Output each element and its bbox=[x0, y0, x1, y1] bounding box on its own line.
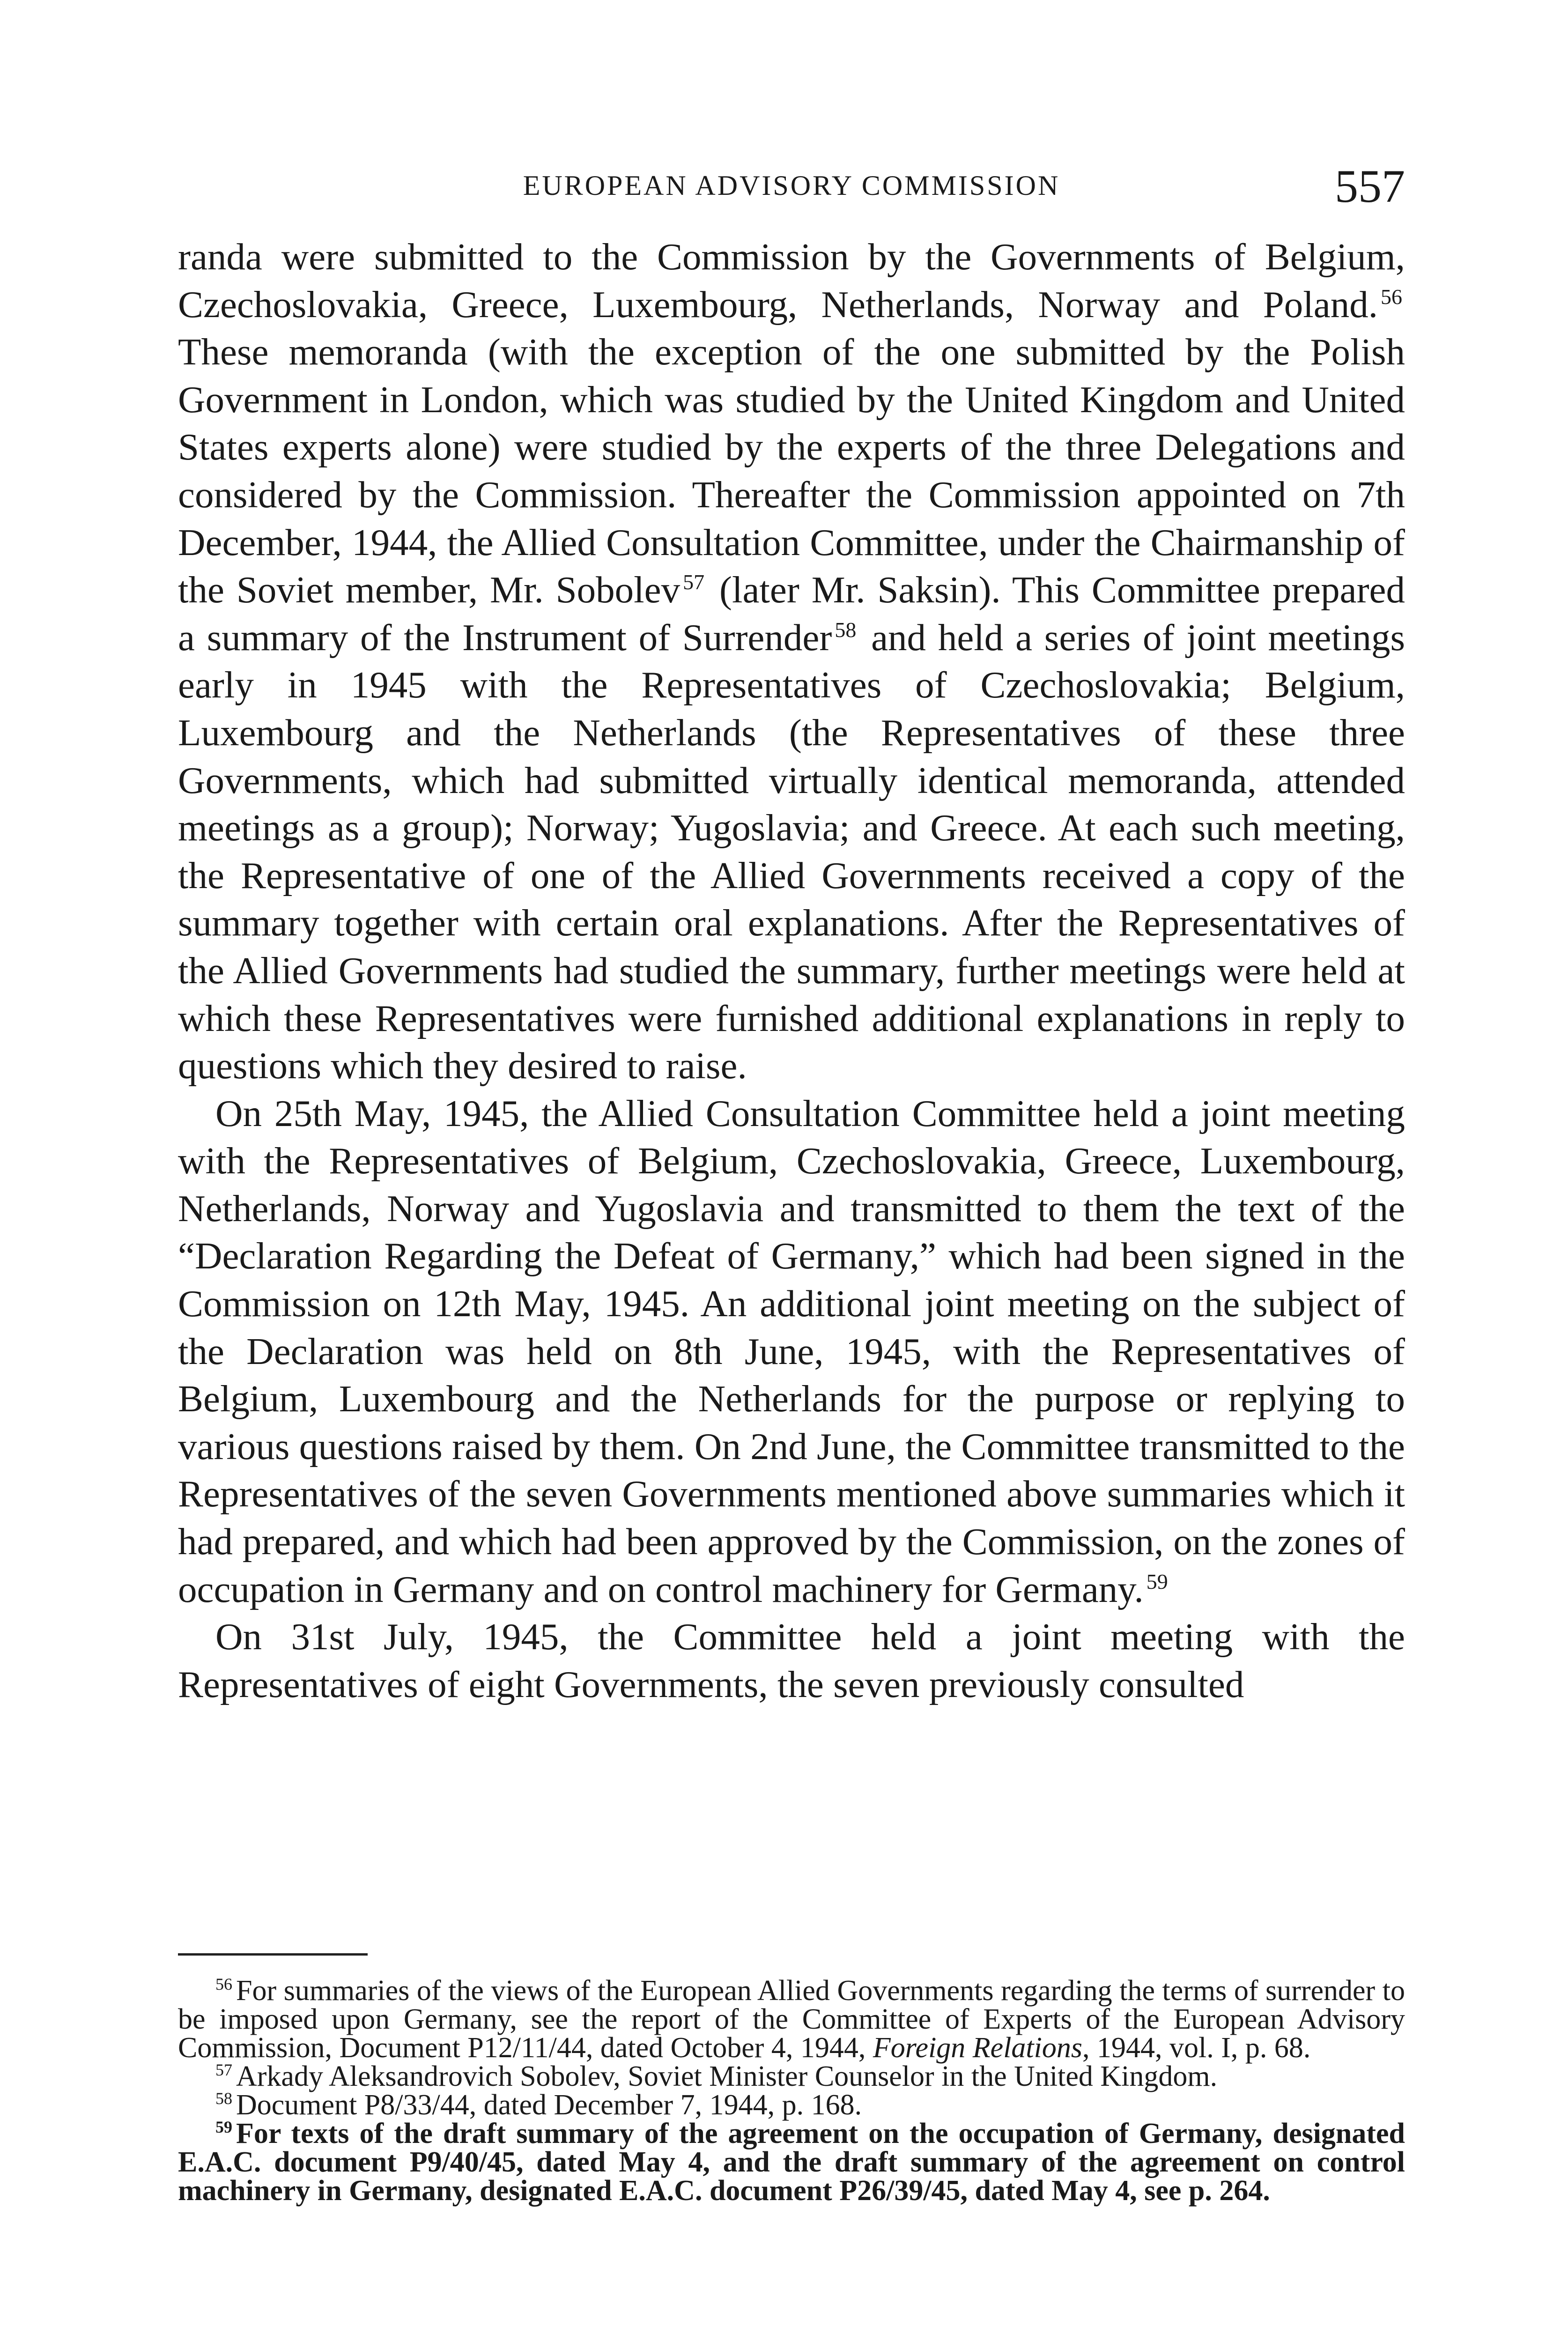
footnote-ref-56[interactable]: 56 bbox=[1381, 284, 1402, 309]
footnote-56-text-a: For summaries of the views of the European Allied Governments regarding the terms of surrender to be imposed upon Germany, see the report of the Committee of Experts of the European Advisory Commission, Document P12/11/44, dated October 4, 1944, bbox=[178, 1975, 1405, 2064]
footnote-mark-56: 56 bbox=[215, 1975, 232, 1994]
paragraph-2-text: On 25th May, 1945, the Allied Consultation Committee held a joint meeting with the Representatives of Belgium, Czechoslovakia, Greece, Luxembourg, Netherlands, Norway and Yugoslavia and transmitted to them the text of the “Declaration Regarding the Defeat of Germany,” which had been signed in the Commission on 12th May, 1945. An additional joint meeting on the subject of the Declaration was held on 8th June, 1945, with the Representatives of Belgium, Luxembourg and the Netherlands for the purpose or replying to various questions raised by them. On 2nd June, the Committee transmitted to the Representatives of the seven Governments mentioned above summaries which it had prepared, and which had been approved by the Commission, on the zones of occupation in Germany and on control machinery for Germany. bbox=[178, 1092, 1405, 1610]
paragraph-1-text-d: and held a series of joint meetings early in 1945 with the Representatives of Czechoslovakia; Belgium, Luxembourg and the Netherlands (the Representatives of these three Governments, which had submitted virtually identical memoranda, attended meetings as a group); Norway; Yugoslavia; and Greece. At each such meeting, the Representative of one of the Allied Governments received a copy of the summary together with certain oral explanations. After the Representatives of the Allied Governments had studied the summary, further meetings were held at which these Representatives were furnished additional explanations in reply to questions which they desired to raise. bbox=[178, 616, 1405, 1087]
body-text bbox=[178, 233, 1405, 1708]
paragraph-3-text: On 31st July, 1945, the Committee held a joint meeting with the Representatives of eight Governments, the seven previously consulted bbox=[178, 1616, 1405, 1705]
paragraph-1 bbox=[178, 233, 1405, 1090]
footnote-divider bbox=[178, 1953, 368, 1956]
footnote-58-text: Document P8/33/44, dated December 7, 1944, p. 168. bbox=[236, 2089, 862, 2121]
footnote-mark-58: 58 bbox=[215, 2089, 232, 2108]
footnote-58 bbox=[178, 2091, 1405, 2120]
paragraph-2 bbox=[178, 1090, 1405, 1614]
running-header bbox=[178, 159, 1405, 211]
paragraph-3 bbox=[178, 1613, 1405, 1708]
footnote-ref-59[interactable]: 59 bbox=[1146, 1569, 1168, 1593]
footnote-57-text: Arkady Aleksandrovich Sobolev, Soviet Minister Counselor in the United Kingdom. bbox=[236, 2060, 1218, 2092]
footnote-56-text-b: , 1944, vol. I, p. 68. bbox=[1082, 2032, 1311, 2064]
footnote-59 bbox=[178, 2120, 1405, 2205]
paragraph-1-text-b: These memoranda (with the exception of the one submitted by the Polish Government in London, which was studied by the United Kingdom and United States experts alone) were studied by the experts of the three Delegations and considered by the Commission. Thereafter the Commission appointed on 7th December, 1944, the Allied Consultation Committee, under the Chairmanship of the Soviet member, Mr. Sobolev bbox=[178, 331, 1405, 611]
paragraph-1-text-c: (later Mr. Saksin). This Committee prepared a summary of the Instrument of Surrender bbox=[178, 569, 1405, 659]
footnote-ref-57[interactable]: 57 bbox=[683, 570, 705, 594]
footnotes bbox=[178, 1977, 1405, 2205]
footnote-mark-57: 57 bbox=[215, 2060, 232, 2080]
running-title: EUROPEAN ADVISORY COMMISSION bbox=[523, 170, 1060, 201]
footnote-mark-59: 59 bbox=[215, 2118, 232, 2137]
footnote-ref-58[interactable]: 58 bbox=[835, 617, 857, 642]
footnote-57 bbox=[178, 2062, 1405, 2091]
footnote-56 bbox=[178, 1977, 1405, 2062]
page-number: 557 bbox=[1335, 160, 1405, 212]
footnote-56-italic-title: Foreign Relations bbox=[873, 2032, 1082, 2064]
paragraph-1-text-a: randa were submitted to the Commission by the Governments of Belgium, Czechoslovakia, Greece, Luxembourg, Netherlands, Norway and Poland. bbox=[178, 236, 1405, 326]
footnote-59-text: For texts of the draft summary of the agreement on the occupation of Germany, designated E.A.C. document P9/40/45, dated May 4, and the draft summary of the agreement on control machinery in Germany, designated E.A.C. document P26/39/45, dated May 4, see p. 264. bbox=[178, 2118, 1405, 2207]
